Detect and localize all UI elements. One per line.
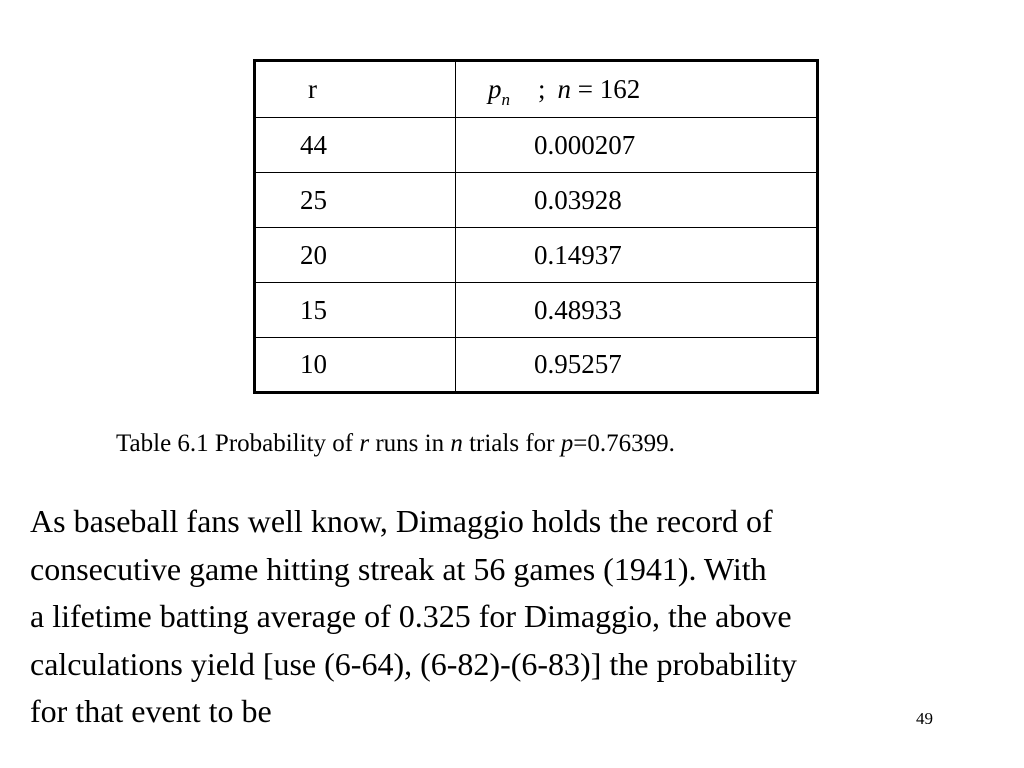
r-cell: 15 <box>255 283 456 338</box>
table-row <box>255 283 818 338</box>
p-cell: 0.48933 <box>456 283 818 338</box>
header-n-symbol: n <box>557 74 572 104</box>
table-row <box>255 173 818 228</box>
r-cell: 44 <box>255 118 456 173</box>
r-cell: 25 <box>255 173 456 228</box>
probability-table <box>253 59 819 394</box>
caption-n-var: n <box>450 430 463 457</box>
caption-suffix: =0.76399. <box>573 430 675 457</box>
table-caption <box>116 430 675 458</box>
caption-mid2: trials for <box>462 430 561 457</box>
header-pn <box>456 61 818 118</box>
caption-mid1: runs in <box>369 430 451 457</box>
header-p-subscript: n <box>501 90 510 109</box>
header-p-symbol: p <box>488 74 502 104</box>
table-header-row <box>255 61 818 118</box>
header-r: r <box>255 61 456 118</box>
body-line: consecutive game hitting streak at 56 games (1941). With <box>30 550 767 587</box>
r-cell: 10 <box>255 338 456 393</box>
table-row <box>255 118 818 173</box>
p-cell: 0.95257 <box>456 338 818 393</box>
p-cell: 0.000207 <box>456 118 818 173</box>
caption-p-var: p <box>560 430 574 457</box>
table-row <box>255 228 818 283</box>
header-separator: ; <box>538 74 546 104</box>
table-row <box>255 338 818 393</box>
body-paragraph <box>30 498 1005 736</box>
body-line: calculations yield [use (6-64), (6-82)-(6-83)] the probability <box>30 645 797 682</box>
p-cell: 0.03928 <box>456 173 818 228</box>
body-line: for that event to be <box>30 693 272 729</box>
header-n-value: = 162 <box>577 74 641 104</box>
caption-r-var: r <box>359 430 370 457</box>
r-cell: 20 <box>255 228 456 283</box>
p-cell: 0.14937 <box>456 228 818 283</box>
body-line: a lifetime batting average of 0.325 for Dimaggio, the above <box>30 598 792 634</box>
page-number: 49 <box>916 709 933 728</box>
body-line: As baseball fans well know, Dimaggio holds the record of <box>30 503 773 539</box>
caption-prefix: Table 6.1 Probability of <box>116 430 360 457</box>
